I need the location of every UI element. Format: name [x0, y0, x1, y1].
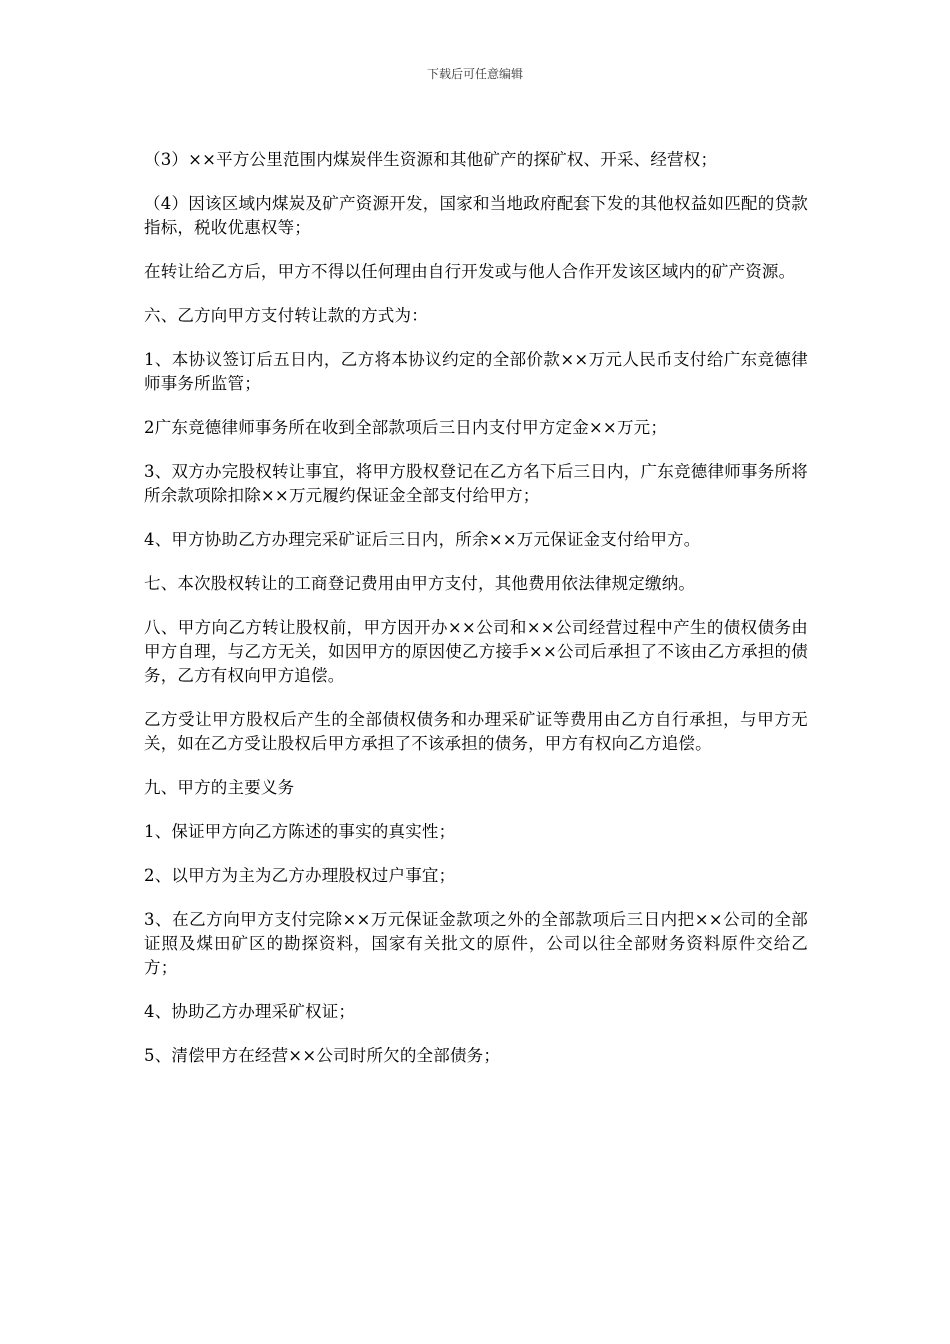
page-header: 下载后可任意编辑 [426, 67, 523, 81]
paragraph-duty-4: 4、协助乙方办理采矿权证； [144, 1002, 356, 1021]
paragraph-payment-2: 2广东竞德律师事务所在收到全部款项后三日内支付甲方定金××万元； [144, 418, 668, 437]
paragraph-duty-5: 5、清偿甲方在经营××公司时所欠的全部债务； [144, 1046, 501, 1065]
paragraph-clause-3: （3）××平方公里范围内煤炭伴生资源和其他矿产的探矿权、开采、经营权； [144, 150, 718, 169]
paragraph-transfer-note: 在转让给乙方后，甲方不得以任何理由自行开发或与他人合作开发该区域内的矿产资源。 [144, 262, 796, 281]
paragraph-duty-2: 2、以甲方为主为乙方办理股权过户事宜； [144, 866, 456, 885]
paragraph-payment-4: 4、甲方协助乙方办理完采矿证后三日内，所余××万元保证金支付给甲方。 [144, 530, 701, 549]
section-heading-8: 八、甲方向乙方转让股权前，甲方因开办××公司和××公司经营过程中产生的债权债务由甲方自理，与乙方无关，如因甲方的原因使乙方接手××公司后承担了不该由乙方承担的债务，乙方有权向甲方追偿。 [144, 618, 808, 685]
section-heading-9: 九、甲方的主要义务 [144, 778, 295, 797]
paragraph-debt-note: 乙方受让甲方股权后产生的全部债权债务和办理采矿证等费用由乙方自行承担，与甲方无关，如在乙方受让股权后甲方承担了不该承担的债务，甲方有权向乙方追偿。 [144, 710, 808, 753]
section-heading-7: 七、本次股权转让的工商登记费用由甲方支付，其他费用依法律规定缴纳。 [144, 574, 696, 593]
paragraph-duty-1: 1、保证甲方向乙方陈述的事实的真实性； [144, 822, 456, 841]
paragraph-duty-3: 3、在乙方向甲方支付完除××万元保证金款项之外的全部款项后三日内把××公司的全部证照及煤田矿区的勘探资料，国家有关批文的原件，公司以往全部财务资料原件交给乙方； [144, 910, 808, 977]
section-heading-6: 六、乙方向甲方支付转让款的方式为： [144, 306, 428, 325]
paragraph-payment-3: 3、双方办完股权转让事宜，将甲方股权登记在乙方名下后三日内，广东竞德律师事务所将所余款项除扣除××万元履约保证金全部支付给甲方； [144, 462, 808, 505]
paragraph-payment-1: 1、本协议签订后五日内，乙方将本协议约定的全部价款××万元人民币支付给广东竞德律师事务所监管； [144, 350, 808, 393]
document-body [144, 148, 808, 1088]
paragraph-clause-4: （4）因该区域内煤炭及矿产资源开发，国家和当地政府配套下发的其他权益如匹配的贷款指标，税收优惠权等； [144, 194, 808, 237]
